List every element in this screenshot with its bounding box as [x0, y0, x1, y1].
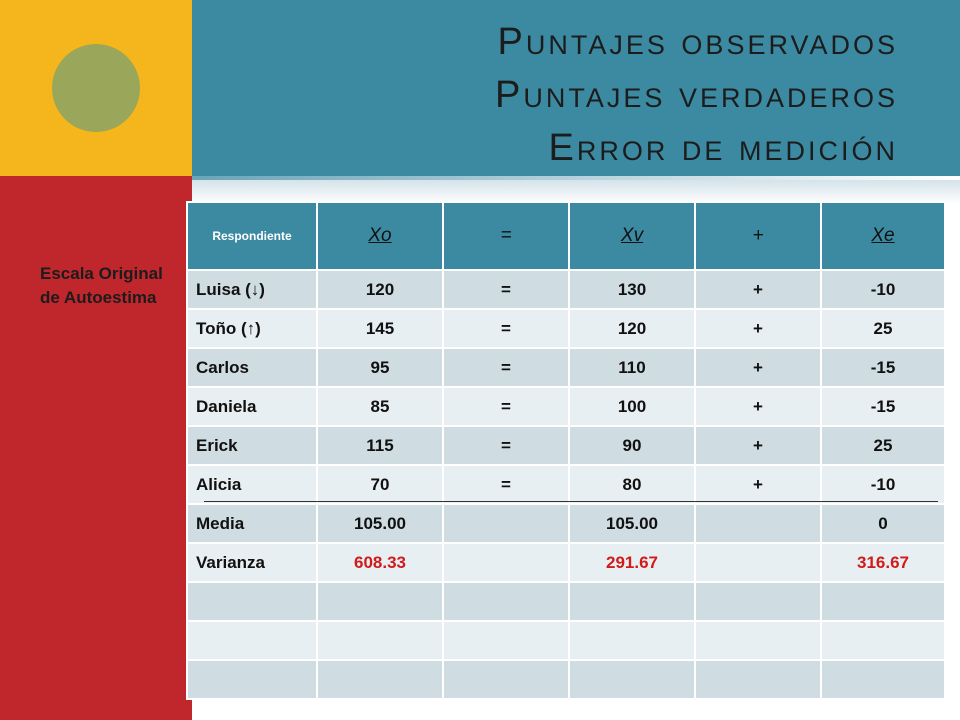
cell-empty — [443, 504, 569, 543]
table-row — [187, 270, 945, 309]
table-row — [187, 426, 945, 465]
cell-empty — [695, 504, 821, 543]
cell-name: Toño (↑) — [187, 309, 317, 348]
title-line-1: Puntajes observados — [497, 21, 898, 63]
cell-xe: -15 — [821, 348, 945, 387]
cell-xo: 105.00 — [317, 504, 443, 543]
cell-empty — [317, 660, 443, 699]
cell-empty — [821, 621, 945, 660]
cell-xv: 130 — [569, 270, 695, 309]
table-row — [187, 309, 945, 348]
sidebar — [0, 176, 192, 720]
cell-equals: = — [443, 465, 569, 504]
summary-row-media — [187, 504, 945, 543]
cell-xe: -10 — [821, 270, 945, 309]
cell-plus: + — [695, 270, 821, 309]
cell-xe: 25 — [821, 426, 945, 465]
cell-equals: = — [443, 426, 569, 465]
cell-empty — [187, 582, 317, 621]
cell-name: Carlos — [187, 348, 317, 387]
cell-empty — [821, 660, 945, 699]
empty-row — [187, 621, 945, 660]
table-header-row — [187, 202, 945, 270]
title-line-3: Error de medición — [548, 127, 898, 169]
cell-empty — [821, 582, 945, 621]
cell-plus: + — [695, 309, 821, 348]
cell-xv: 80 — [569, 465, 695, 504]
cell-xo: 95 — [317, 348, 443, 387]
cell-xe: 25 — [821, 309, 945, 348]
header-xo: Xo — [317, 202, 443, 270]
cell-empty — [695, 621, 821, 660]
header-xv: Xv — [569, 202, 695, 270]
cell-xe: 316.67 — [821, 543, 945, 582]
table-row — [187, 348, 945, 387]
cell-empty — [443, 582, 569, 621]
cell-plus: + — [695, 387, 821, 426]
table-row — [187, 465, 945, 504]
cell-equals: = — [443, 309, 569, 348]
summary-separator — [204, 501, 938, 502]
cell-equals: = — [443, 387, 569, 426]
cell-name: Luisa (↓) — [187, 270, 317, 309]
cell-xo: 608.33 — [317, 543, 443, 582]
title-line-2: Puntajes verdaderos — [495, 74, 898, 116]
cell-xv: 120 — [569, 309, 695, 348]
header-xe: Xe — [821, 202, 945, 270]
cell-empty — [695, 660, 821, 699]
empty-row — [187, 582, 945, 621]
header-equals: = — [443, 202, 569, 270]
cell-xo: 70 — [317, 465, 443, 504]
cell-name: Alicia — [187, 465, 317, 504]
empty-row — [187, 660, 945, 699]
cell-empty — [187, 621, 317, 660]
cell-plus: + — [695, 426, 821, 465]
cell-equals: = — [443, 270, 569, 309]
cell-empty — [187, 660, 317, 699]
cell-plus: + — [695, 348, 821, 387]
scores-table — [186, 201, 946, 700]
cell-name: Erick — [187, 426, 317, 465]
cell-plus: + — [695, 465, 821, 504]
cell-xv: 90 — [569, 426, 695, 465]
cell-xo: 120 — [317, 270, 443, 309]
slide-title — [495, 16, 898, 175]
cell-empty — [569, 660, 695, 699]
cell-xo: 85 — [317, 387, 443, 426]
table-row — [187, 387, 945, 426]
cell-empty — [569, 621, 695, 660]
cell-empty — [695, 582, 821, 621]
cell-empty — [317, 582, 443, 621]
cell-empty — [443, 660, 569, 699]
cell-name: Varianza — [187, 543, 317, 582]
cell-xv: 291.67 — [569, 543, 695, 582]
cell-empty — [443, 621, 569, 660]
cell-empty — [443, 543, 569, 582]
cell-empty — [317, 621, 443, 660]
cell-xo: 145 — [317, 309, 443, 348]
cell-xe: -10 — [821, 465, 945, 504]
cell-equals: = — [443, 348, 569, 387]
cell-xo: 115 — [317, 426, 443, 465]
cell-name: Media — [187, 504, 317, 543]
summary-row-varianza — [187, 543, 945, 582]
scale-label: Escala Original de Autoestima — [40, 264, 163, 307]
header-plus: + — [695, 202, 821, 270]
cell-empty — [695, 543, 821, 582]
cell-xv: 100 — [569, 387, 695, 426]
cell-xv: 110 — [569, 348, 695, 387]
cell-name: Daniela — [187, 387, 317, 426]
cell-xe: 0 — [821, 504, 945, 543]
cell-empty — [569, 582, 695, 621]
cell-xe: -15 — [821, 387, 945, 426]
decorative-circle — [52, 44, 140, 132]
header-respondiente: Respondiente — [187, 202, 317, 270]
cell-xv: 105.00 — [569, 504, 695, 543]
